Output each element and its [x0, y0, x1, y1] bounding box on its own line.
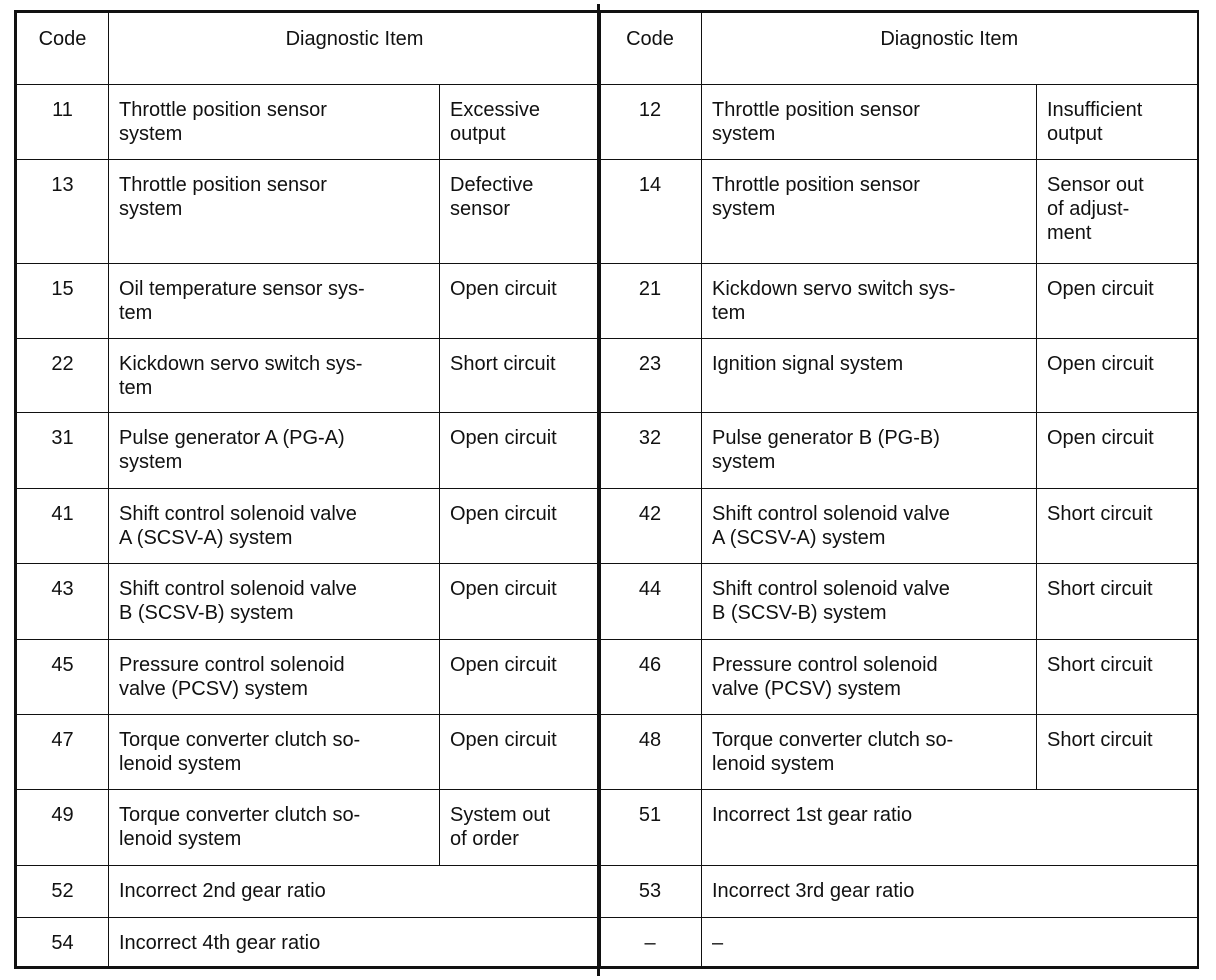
- diagnostic-item-cell: Pressure control solenoid valve (PCSV) system: [109, 640, 440, 715]
- table-row: [599, 264, 1198, 339]
- table-row: [16, 640, 601, 715]
- code-cell: 22: [16, 339, 109, 413]
- header-diagnostic-item: Diagnostic Item: [109, 12, 601, 85]
- status-cell: Open circuit: [440, 715, 601, 790]
- diagnostic-item-cell: Shift control solenoid valve A (SCSV-A) system: [109, 489, 440, 564]
- code-cell: 23: [599, 339, 702, 413]
- table-row: [16, 85, 601, 160]
- status-cell: Short circuit: [1037, 489, 1198, 564]
- table-row: [16, 790, 601, 866]
- diagnostic-table-right: [598, 10, 1199, 969]
- diagnostic-item-cell: Pulse generator A (PG-A) system: [109, 413, 440, 489]
- status-cell: Short circuit: [1037, 715, 1198, 790]
- table-row: [599, 790, 1198, 866]
- code-cell: 46: [599, 640, 702, 715]
- code-cell: –: [599, 918, 702, 968]
- status-cell: Short circuit: [440, 339, 601, 413]
- status-cell: Open circuit: [1037, 264, 1198, 339]
- status-cell: Insufficient output: [1037, 85, 1198, 160]
- code-cell: 12: [599, 85, 702, 160]
- status-cell: Short circuit: [1037, 564, 1198, 640]
- table-row: [599, 489, 1198, 564]
- table-row: [16, 264, 601, 339]
- table-row: [16, 564, 601, 640]
- diagnostic-item-cell: Pressure control solenoid valve (PCSV) system: [702, 640, 1037, 715]
- code-cell: 42: [599, 489, 702, 564]
- table-row: [599, 866, 1198, 918]
- table-row: [16, 413, 601, 489]
- diagnostic-item-cell: Pulse generator B (PG-B) system: [702, 413, 1037, 489]
- header-code: Code: [16, 12, 109, 85]
- code-cell: 53: [599, 866, 702, 918]
- code-cell: 47: [16, 715, 109, 790]
- header-code: Code: [599, 12, 702, 85]
- table-row: [16, 160, 601, 264]
- diagnostic-item-cell: Torque converter clutch so- lenoid system: [109, 790, 440, 866]
- status-cell: Open circuit: [440, 264, 601, 339]
- diagnostic-item-cell: Ignition signal system: [702, 339, 1037, 413]
- diagnostic-item-cell: Throttle position sensor system: [109, 160, 440, 264]
- table-row: [16, 918, 601, 968]
- code-cell: 13: [16, 160, 109, 264]
- diagnostic-item-cell: Throttle position sensor system: [702, 160, 1037, 264]
- code-cell: 21: [599, 264, 702, 339]
- diagnostic-item-cell: Torque converter clutch so- lenoid system: [702, 715, 1037, 790]
- code-cell: 31: [16, 413, 109, 489]
- center-divider: [597, 4, 600, 976]
- code-cell: 51: [599, 790, 702, 866]
- table-row: [599, 715, 1198, 790]
- status-cell: Open circuit: [440, 413, 601, 489]
- status-cell: Open circuit: [1037, 339, 1198, 413]
- table-row: [599, 413, 1198, 489]
- diagnostic-item-cell: Shift control solenoid valve B (SCSV-B) system: [702, 564, 1037, 640]
- header-diagnostic-item: Diagnostic Item: [702, 12, 1198, 85]
- code-cell: 41: [16, 489, 109, 564]
- status-cell: Open circuit: [440, 564, 601, 640]
- code-cell: 48: [599, 715, 702, 790]
- diagnostic-item-cell: Incorrect 2nd gear ratio: [109, 866, 601, 918]
- code-cell: 52: [16, 866, 109, 918]
- code-cell: 14: [599, 160, 702, 264]
- table-row: [16, 715, 601, 790]
- diagnostic-item-cell: Oil temperature sensor sys- tem: [109, 264, 440, 339]
- table-row: [599, 85, 1198, 160]
- code-cell: 11: [16, 85, 109, 160]
- status-cell: Sensor out of adjust- ment: [1037, 160, 1198, 264]
- status-cell: Open circuit: [440, 640, 601, 715]
- table-row: [599, 640, 1198, 715]
- table-row: [599, 564, 1198, 640]
- status-cell: Excessive output: [440, 85, 601, 160]
- diagnostic-item-cell: –: [702, 918, 1198, 968]
- table-row: [16, 866, 601, 918]
- code-cell: 43: [16, 564, 109, 640]
- table-row: [16, 489, 601, 564]
- status-cell: Defective sensor: [440, 160, 601, 264]
- table-row: [599, 918, 1198, 968]
- diagnostic-item-cell: Kickdown servo switch sys- tem: [702, 264, 1037, 339]
- diagnostic-item-cell: Throttle position sensor system: [109, 85, 440, 160]
- code-cell: 15: [16, 264, 109, 339]
- status-cell: Short circuit: [1037, 640, 1198, 715]
- diagnostic-item-cell: Shift control solenoid valve A (SCSV-A) system: [702, 489, 1037, 564]
- code-cell: 49: [16, 790, 109, 866]
- code-cell: 44: [599, 564, 702, 640]
- table-row: [599, 160, 1198, 264]
- diagnostic-item-cell: Kickdown servo switch sys- tem: [109, 339, 440, 413]
- table-row: [599, 339, 1198, 413]
- diagnostic-item-cell: Incorrect 1st gear ratio: [702, 790, 1198, 866]
- diagnostic-item-cell: Incorrect 4th gear ratio: [109, 918, 601, 968]
- code-cell: 54: [16, 918, 109, 968]
- table-row: [16, 339, 601, 413]
- status-cell: System out of order: [440, 790, 601, 866]
- diagnostic-item-cell: Throttle position sensor system: [702, 85, 1037, 160]
- diagnostic-table-left: [14, 10, 601, 969]
- status-cell: Open circuit: [1037, 413, 1198, 489]
- code-cell: 45: [16, 640, 109, 715]
- status-cell: Open circuit: [440, 489, 601, 564]
- diagnostic-item-cell: Shift control solenoid valve B (SCSV-B) system: [109, 564, 440, 640]
- diagnostic-item-cell: Torque converter clutch so- lenoid system: [109, 715, 440, 790]
- code-cell: 32: [599, 413, 702, 489]
- diagnostic-item-cell: Incorrect 3rd gear ratio: [702, 866, 1198, 918]
